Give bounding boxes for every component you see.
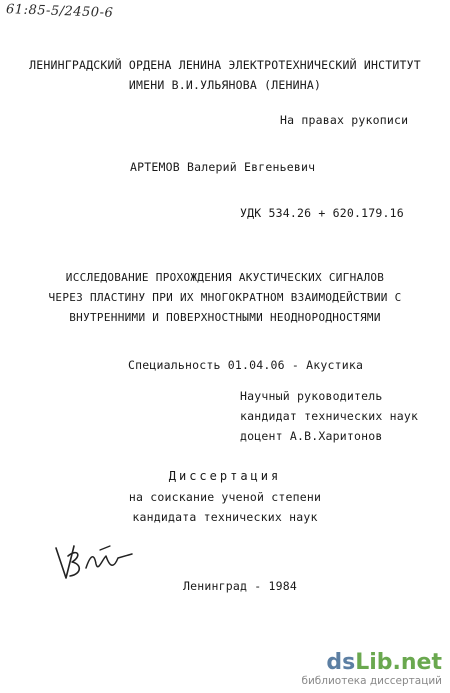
degree-line-1: на соискание ученой степени bbox=[128, 490, 322, 504]
manuscript-note: На правах рукописи bbox=[280, 113, 409, 127]
specialty: Специальность 01.04.06 - Акустика bbox=[128, 358, 364, 372]
title-line-2: ЧЕРЕЗ ПЛАСТИНУ ПРИ ИХ МНОГОКРАТНОМ ВЗАИМОДЕЙСТВИИ С bbox=[48, 291, 402, 304]
institution-line-2: ИМЕНИ В.И.УЛЬЯНОВА (ЛЕНИНА) bbox=[128, 78, 322, 92]
document-type: Диссертация bbox=[168, 469, 282, 483]
institution-line-1: ЛЕНИНГРАДСКИЙ ОРДЕНА ЛЕНИНА ЭЛЕКТРОТЕХНИЧЕСКИЙ ИНСТИТУТ bbox=[29, 58, 421, 72]
watermark bbox=[301, 652, 442, 687]
supervisor-role: Научный руководитель bbox=[240, 389, 383, 403]
title-line-1: ИССЛЕДОВАНИЕ ПРОХОЖДЕНИЯ АКУСТИЧЕСКИХ СИГНАЛОВ bbox=[65, 271, 385, 284]
place-and-year: Ленинград - 1984 bbox=[183, 579, 297, 593]
signature-mark bbox=[52, 538, 137, 588]
supervisor-degree: кандидат технических наук bbox=[240, 409, 419, 423]
supervisor-name: доцент А.В.Харитонов bbox=[240, 429, 383, 443]
author-name: АРТЕМОВ Валерий Евгеньевич bbox=[130, 160, 316, 174]
archive-code: 61:85-5/2450-6 bbox=[5, 2, 114, 21]
watermark-tagline: библиотека диссертаций bbox=[301, 675, 442, 687]
udc-code: УДК 534.26 + 620.179.16 bbox=[240, 206, 404, 220]
title-line-3: ВНУТРЕННИМИ И ПОВЕРХНОСТНЫМИ НЕОДНОРОДНОСТЯМИ bbox=[69, 311, 381, 324]
degree-line-2: кандидата технических наук bbox=[132, 510, 318, 524]
watermark-logo: dsLib.net bbox=[326, 650, 442, 675]
